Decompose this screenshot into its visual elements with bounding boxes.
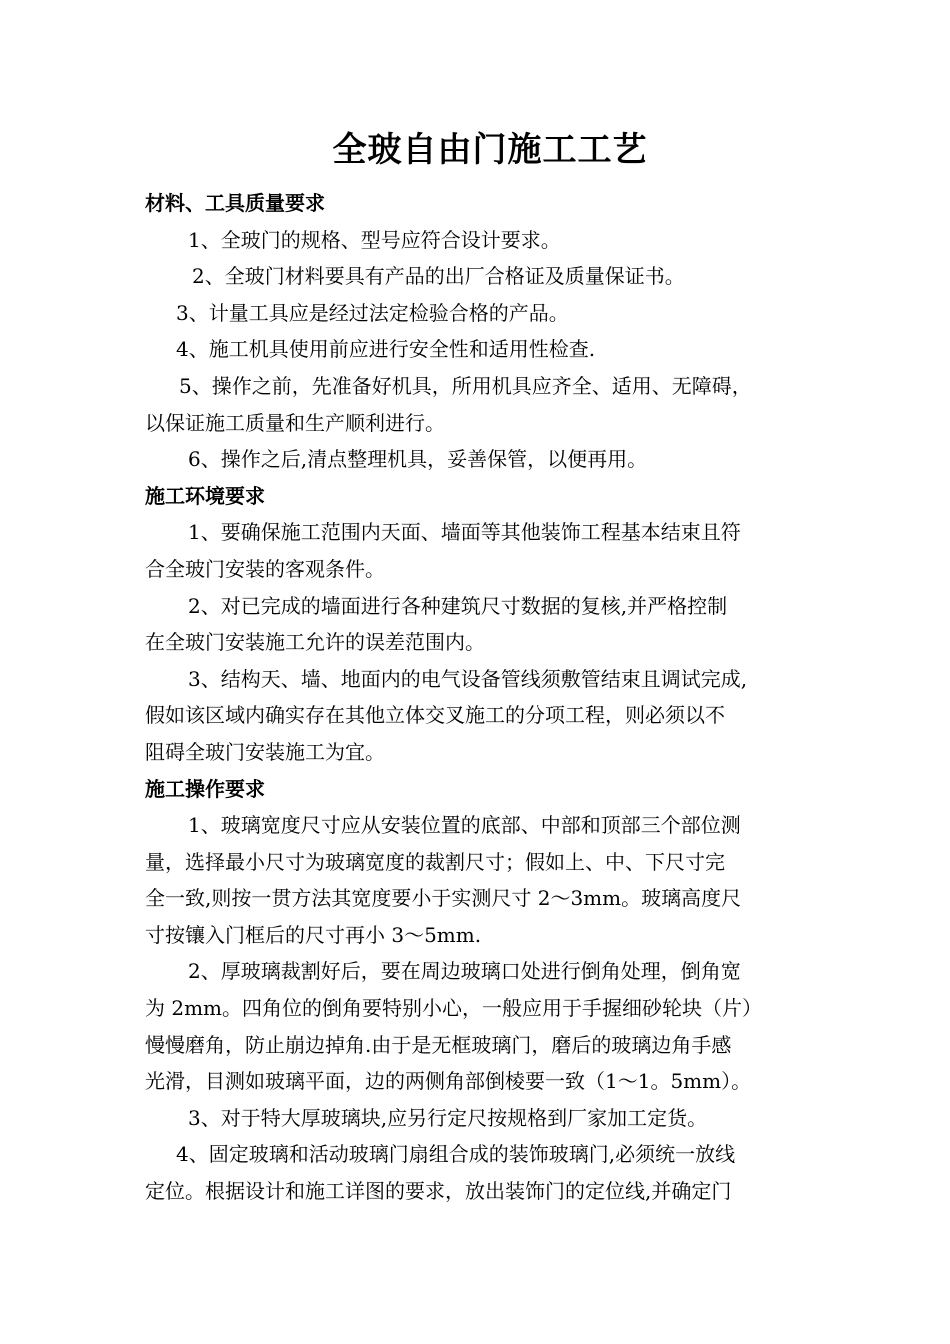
- paragraph-line: 2、对已完成的墙面进行各种建筑尺寸数据的复核,并严格控制: [188, 593, 728, 618]
- paragraph-line: 合全玻门安装的客观条件。: [145, 556, 385, 581]
- paragraph-line: 4、施工机具使用前应进行安全性和适用性检查.: [176, 337, 596, 362]
- paragraph-line: 5、操作之前，先准备好机具，所用机具应齐全、适用、无障碍，: [179, 373, 752, 398]
- paragraph-line: 量，选择最小尺寸为玻璃宽度的裁割尺寸；假如上、中、下尺寸完: [145, 849, 725, 874]
- paragraph: [145, 331, 810, 368]
- paragraph-line: 3、结构天、墙、地面内的电气设备管线须敷管结束且调试完成,: [188, 666, 748, 691]
- paragraph: [145, 295, 810, 332]
- paragraph: [145, 588, 810, 661]
- paragraph-line: 4、固定玻璃和活动玻璃门扇组合成的装饰玻璃门,必须统一放线: [176, 1142, 736, 1167]
- paragraph-line: 光滑，目测如玻璃平面，边的两侧角部倒棱要一致（1～1。5mm）。: [145, 1069, 752, 1094]
- section-environment: [145, 478, 810, 771]
- paragraph: [145, 368, 810, 441]
- paragraph-line: 6、操作之后,清点整理机具，妥善保管，以便再用。: [188, 447, 648, 472]
- document-body: [145, 185, 810, 1210]
- document-title: 全玻自由门施工工艺: [332, 130, 648, 170]
- paragraph: [145, 1100, 810, 1137]
- paragraph: [145, 953, 810, 1099]
- paragraph-line: 以保证施工质量和生产顺利进行。: [145, 410, 445, 435]
- paragraph-line: 慢慢磨角，防止崩边掉角.由于是无框玻璃门，磨后的玻璃边角手感: [145, 1032, 732, 1057]
- paragraph: [145, 661, 810, 771]
- paragraph: [145, 514, 810, 587]
- section-heading: 施工环境要求: [145, 483, 265, 508]
- paragraph-line: 为 2mm。四角位的倒角要特别小心，一般应用于手握细砂轮块（片）: [145, 996, 763, 1021]
- paragraph-line: 假如该区域内确实存在其他立体交叉施工的分项工程，则必须以不: [145, 703, 725, 728]
- paragraph: [145, 1136, 810, 1209]
- paragraph-line: 阻碍全玻门安装施工为宜。: [145, 739, 385, 764]
- paragraph-line: 1、全玻门的规格、型号应符合设计要求。: [188, 227, 561, 252]
- paragraph-line: 全一致,则按一贯方法其宽度要小于实测尺寸 2～3mm。玻璃高度尺: [145, 886, 742, 911]
- section-materials: [145, 185, 810, 478]
- section-heading: 施工操作要求: [145, 776, 265, 801]
- section-operation: [145, 771, 810, 1210]
- section-heading: 材料、工具质量要求: [145, 191, 325, 215]
- paragraph-line: 2、全玻门材料要具有产品的出厂合格证及质量保证书。: [192, 264, 685, 289]
- paragraph-line: 在全玻门安装施工允许的误差范围内。: [145, 630, 485, 655]
- paragraph-line: 2、厚玻璃裁割好后，要在周边玻璃口处进行倒角处理，倒角宽: [188, 959, 741, 984]
- paragraph-line: 3、计量工具应是经过法定检验合格的产品。: [176, 300, 569, 325]
- paragraph-line: 1、玻璃宽度尺寸应从安装位置的底部、中部和顶部三个部位测: [188, 813, 741, 838]
- paragraph-line: 3、对于特大厚玻璃块,应另行定尺按规格到厂家加工定货。: [188, 1105, 708, 1130]
- paragraph-line: 1、要确保施工范围内天面、墙面等其他装饰工程基本结束且符: [188, 520, 741, 545]
- paragraph-line: 寸按镶入门框后的尺寸再小 3～5mm.: [145, 922, 482, 947]
- paragraph: [145, 807, 810, 953]
- paragraph: [145, 441, 810, 478]
- paragraph: [145, 258, 810, 295]
- paragraph: [145, 222, 810, 259]
- paragraph-line: 定位。根据设计和施工详图的要求，放出装饰门的定位线,并确定门: [145, 1179, 732, 1204]
